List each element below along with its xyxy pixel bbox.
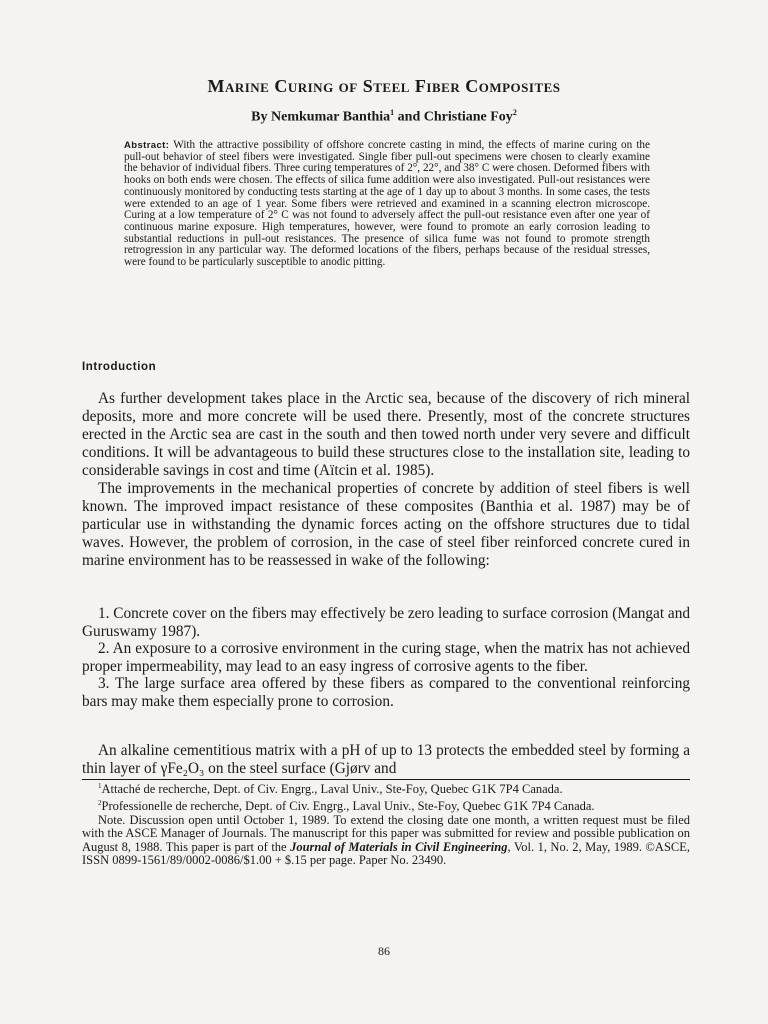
continuation-paragraph [82, 742, 690, 778]
footnote-2: $^2$Professionelle de recherche, Dept. of Civ. Engrg., Laval Univ., Ste-Foy, Quebec G1K 7P4 Canada. [98, 798, 595, 813]
intro-paragraph-2: The improvements in the mechanical properties of concrete by addition of steel fibers is well known. The improved impact resistance of these composites (Banthia et al. 1987) may be of particular use in withstanding the dynamic forces acting on the offshore structures due to tidal waves. However, the problem of corrosion, in the case of steel fiber reinforced concrete cured in marine environment has to be reassessed in wake of the following: [82, 480, 690, 569]
footnotes [82, 780, 690, 868]
author-2: Christiane Foy [423, 109, 513, 125]
author-2-footnote-mark: 2 [512, 108, 517, 117]
byline: By Nemkumar Banthia$^1$ and Christiane Foy$^2$ [251, 108, 517, 125]
abstract [124, 140, 650, 269]
intro-paragraph-1: As further development takes place in the Arctic sea, because of the discovery of rich mineral deposits, more and more concrete will be used there. Presently, most of the concrete structures erected in the Arctic sea are cast in the south and then towed north under very severe and difficult conditions. It will be advantageous to build these structures close to the installation site, leading to considerable savings in cost and time (Aïtcin et al. 1985). [82, 390, 690, 479]
page-number: 86 [378, 944, 390, 958]
abstract-text: With the attractive possibility of offshore concrete casting in mind, the effects of marine curing on the pull-out behavior of steel fibers were investigated. Single fiber pull-out specimens were chosen to clearly examine the behavior of individual fibers. Three curing temperatures of 2°, 22°, and 38° C were chosen. Deformed fibers with hooks on both ends were chosen. The effects of silica fume addition were also investigated. Pull-out resistances were continuously monitored by conducting tests starting at the age of 1 day up to about 3 months. In some cases, the tests were extended to an age of 1 year. Some fibers were retrieved and examined in a scanning electron microscope. Curing at a low temperature of 2° C was not found to adversely affect the pull-out resistance even after one year of continuous marine exposure. High temperatures, however, were found to promote an early corrosion leading to substantial reductions in pull-out resistances. The presence of silica fume was not found to promote strength retrogression in any particular way. The deformed locations of the fibers, perhaps because of the residual stresses, were found to be particularly susceptible to anodic pitting. [124, 139, 650, 269]
journal-name: Journal of Materials in Civil Engineering [290, 839, 508, 854]
publication-note: Note. Discussion open until October 1, 1989. To extend the closing date one month, a written request must be filed with the ASCE Manager of Journals. The manuscript for this paper was submitted for review and possible publication on August 8, 1988. This paper is part of the Journal of Materials in Civil Engineering, Vol. 1, No. 2, May, 1989. ©ASCE, ISSN 0899-1561/89/0002-0086/$1.00 + $.15 per page. Paper No. 23490. [82, 812, 691, 868]
introduction-heading: Introduction [82, 361, 157, 373]
footnote-1: $^1$Attaché de recherche, Dept. of Civ. Engrg., Laval Univ., Ste-Foy, Quebec G1K 7P4 Canada. [98, 782, 563, 797]
introduction-body [82, 390, 690, 570]
list-item-2: 2. An exposure to a corrosive environment in the curing stage, when the matrix has not achieved proper impermeability, may lead to an easy ingress of corrosive agents to the fiber. [82, 640, 690, 675]
author-1: Nemkumar Banthia [271, 109, 391, 125]
numbered-list [82, 605, 690, 711]
list-item-3: 3. The large surface area offered by these fibers as compared to the conventional reinforcing bars may make them especially prone to corrosion. [82, 675, 690, 710]
list-item-1: 1. Concrete cover on the fibers may effectively be zero leading to surface corrosion (Mangat and Guruswamy 1987). [82, 605, 690, 640]
paper-title: Marine Curing of Steel Fiber Composites [207, 76, 561, 96]
continuation-text: An alkaline cementitious matrix with a pH of up to 13 protects the embedded steel by forming a thin layer of γFe₂O₃ on the steel surface (Gjørv and [82, 742, 690, 777]
author-1-footnote-mark: 1 [390, 108, 395, 117]
abstract-label: Abstract: [124, 140, 170, 151]
